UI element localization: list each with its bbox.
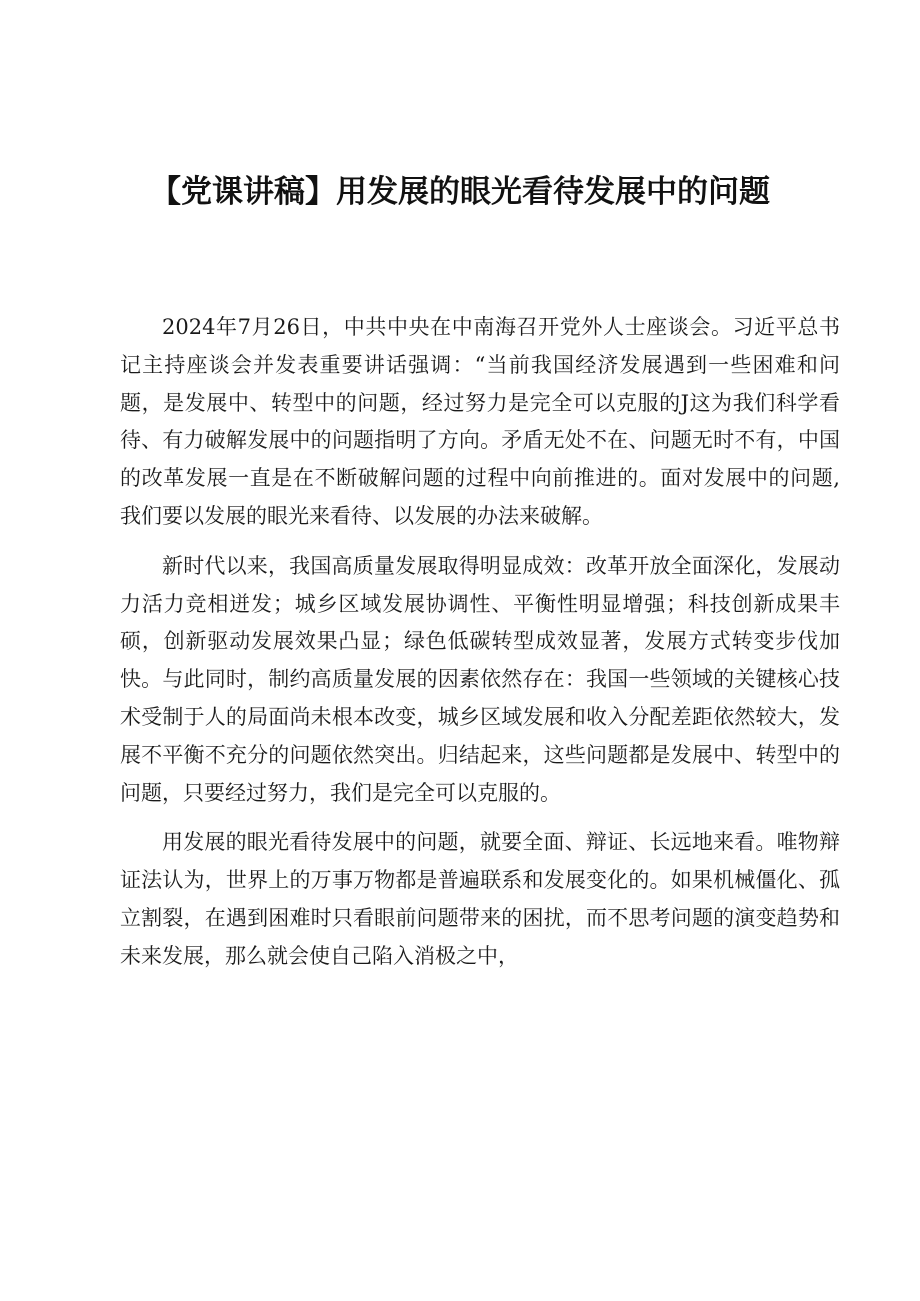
document-title: 【党课讲稿】用发展的眼光看待发展中的问题 xyxy=(150,174,770,210)
paragraph: 新时代以来，我国高质量发展取得明显成效：改革开放全面深化，发展动力活力竞相迸发；城乡区域发展协调性、平衡性明显增强；科技创新成果丰硕，创新驱动发展效果凸显；绿色低碳转型成效显著，发展方式转变步伐加快。与此同时，制约高质量发展的因素依然存在：我国一些领域的关键核心技术受制于人的局面尚未根本改变，城乡区域发展和收入分配差距依然较大，发展不平衡不充分的问题依然突出。归结起来，这些问题都是发展中、转型中的问题，只要经过努力，我们是完全可以克服的。 xyxy=(120,553,840,805)
paragraph: 用发展的眼光看待发展中的问题，就要全面、辩证、长远地来看。唯物辩证法认为，世界上的万事万物都是普遍联系和发展变化的。如果机械僵化、孤立割裂，在遇到困难时只看眼前问题带来的困扰，而不思考问题的演变趋势和未来发展，那么就会使自己陷入消极之中， xyxy=(120,830,840,968)
paragraph: 2024年7月26日，中共中央在中南海召开党外人士座谈会。习近平总书记主持座谈会并发表重要讲话强调：“当前我国经济发展遇到一些困难和问题，是发展中、转型中的问题，经过努力是完全可以克服的J这为我们科学看待、有力破解发展中的问题指明了方向。矛盾无处不在、问题无时不有，中国的改革发展一直是在不断破解问题的过程中向前推进的。面对发展中的问题,我们要以发展的眼光来看待、以发展的办法来破解。 xyxy=(120,315,840,528)
document-body xyxy=(120,309,840,988)
